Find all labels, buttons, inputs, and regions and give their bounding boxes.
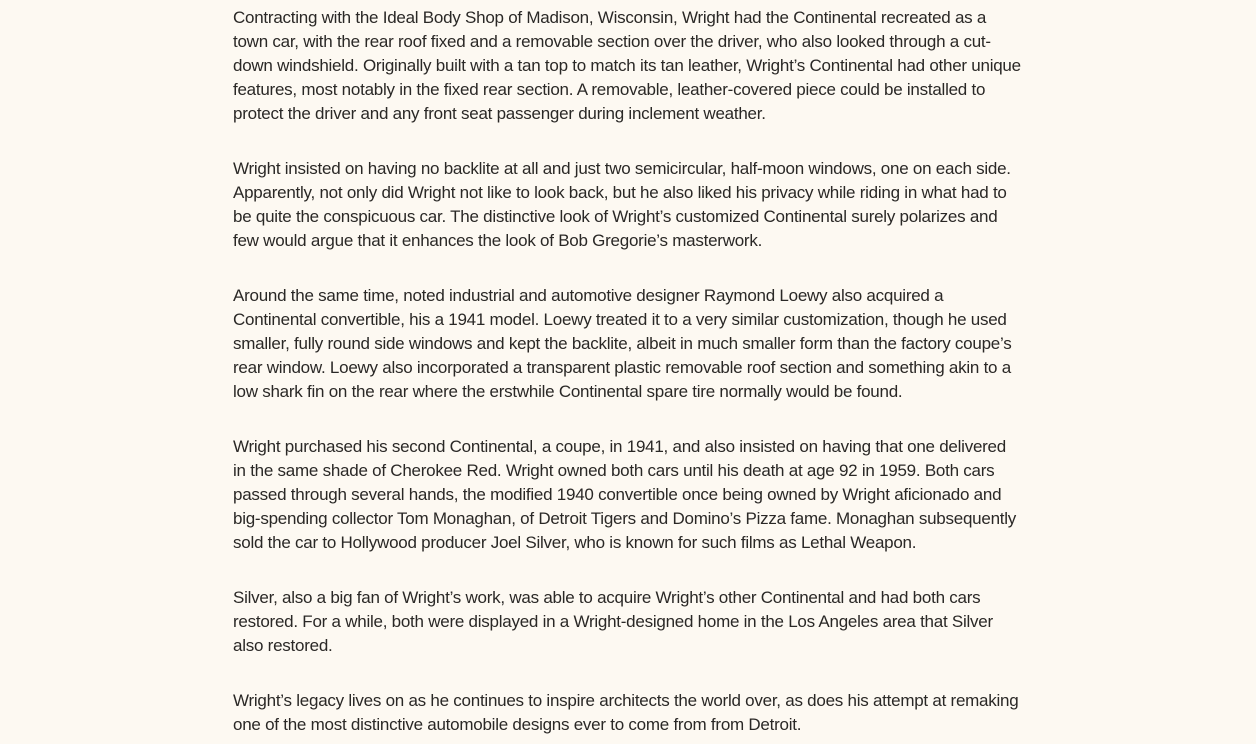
paragraph-6: Wright’s legacy lives on as he continues to inspire architects the world over, as does his attempt at remaking one of the most distinctive automobile designs ever to come from from Detroit. — [233, 691, 1019, 734]
paragraph-3: Around the same time, noted industrial and automotive designer Raymond Loewy also acquired a Continental convertible, his a 1941 model. Loewy treated it to a very similar customization, though he used smaller, fully round side windows and kept the backlite, albeit in much smaller form than the factory coupe’s rear window. Loewy also incorporated a transparent plastic removable roof section and something akin to a low shark fin on the rear where the erstwhile Continental spare tire normally would be found. — [233, 286, 1012, 401]
paragraph-2: Wright insisted on having no backlite at all and just two semicircular, half-moon windows, one on each side. Apparently, not only did Wright not like to look back, but he also liked his privacy while riding in what had to be quite the conspicuous car. The distinctive look of Wright’s customized Continental surely polarizes and few would argue that it enhances the look of Bob Gregorie’s masterwork. — [233, 159, 1011, 250]
paragraph-4: Wright purchased his second Continental, a coupe, in 1941, and also insisted on having that one delivered in the same shade of Cherokee Red. Wright owned both cars until his death at age 92 in 1959. Both cars passed through several hands, the modified 1940 convertible once being owned by Wright aficionado and big-spending collector Tom Monaghan, of Detroit Tigers and Domino’s Pizza fame. Monaghan subsequently sold the car to Hollywood producer Joel Silver, who is known for such films as Lethal Weapon. — [233, 437, 1017, 552]
article-body — [233, 0, 1023, 737]
paragraph-1: Contracting with the Ideal Body Shop of Madison, Wisconsin, Wright had the Continental recreated as a town car, with the rear roof fixed and a removable section over the driver, who also looked through a cut-down windshield. Originally built with a tan top to match its tan leather, Wright’s Continental had other unique features, most notably in the fixed rear section. A removable, leather-covered piece could be installed to protect the driver and any front seat passenger during inclement weather. — [233, 8, 1021, 123]
paragraph-5: Silver, also a big fan of Wright’s work, was able to acquire Wright’s other Continental and had both cars restored. For a while, both were displayed in a Wright-designed home in the Los Angeles area that Silver also restored. — [233, 588, 993, 655]
